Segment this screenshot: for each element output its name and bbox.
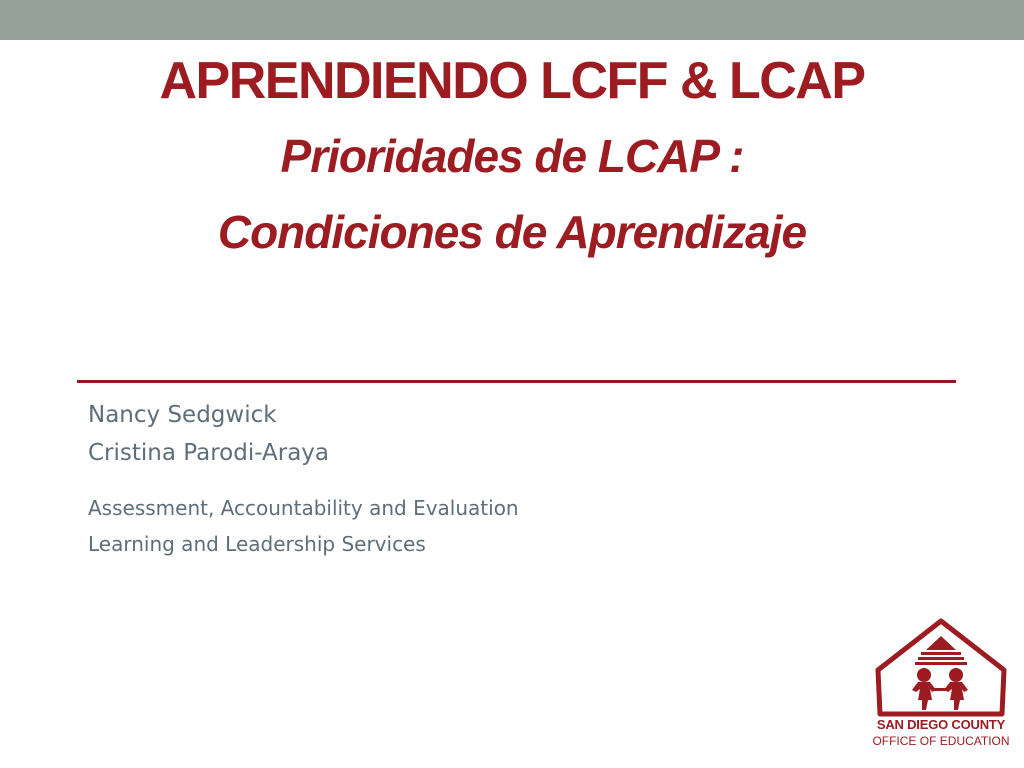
title-line-1: APRENDIENDO LCFF & LCAP <box>159 52 865 110</box>
title-line-2: Prioridades de LCAP : <box>280 130 744 182</box>
title-divider <box>77 380 956 383</box>
slide-subtitle <box>88 396 788 562</box>
department-name: Assessment, Accountability and Evaluation <box>88 496 519 520</box>
sdcoe-logo <box>868 618 1014 758</box>
two-children-under-arrow-icon <box>868 618 1014 718</box>
department-name: Learning and Leadership Services <box>88 532 426 556</box>
logo-text: OFFICE OF EDUCATION <box>872 734 1010 748</box>
title-line-3: Condiciones de Aprendizaje <box>217 206 807 258</box>
author-name: Nancy Sedgwick <box>88 402 277 428</box>
top-bar <box>0 0 1024 40</box>
logo-text: SAN DIEGO COUNTY <box>876 717 1006 732</box>
author-name: Cristina Parodi-Araya <box>88 440 330 466</box>
slide-title <box>60 44 964 270</box>
